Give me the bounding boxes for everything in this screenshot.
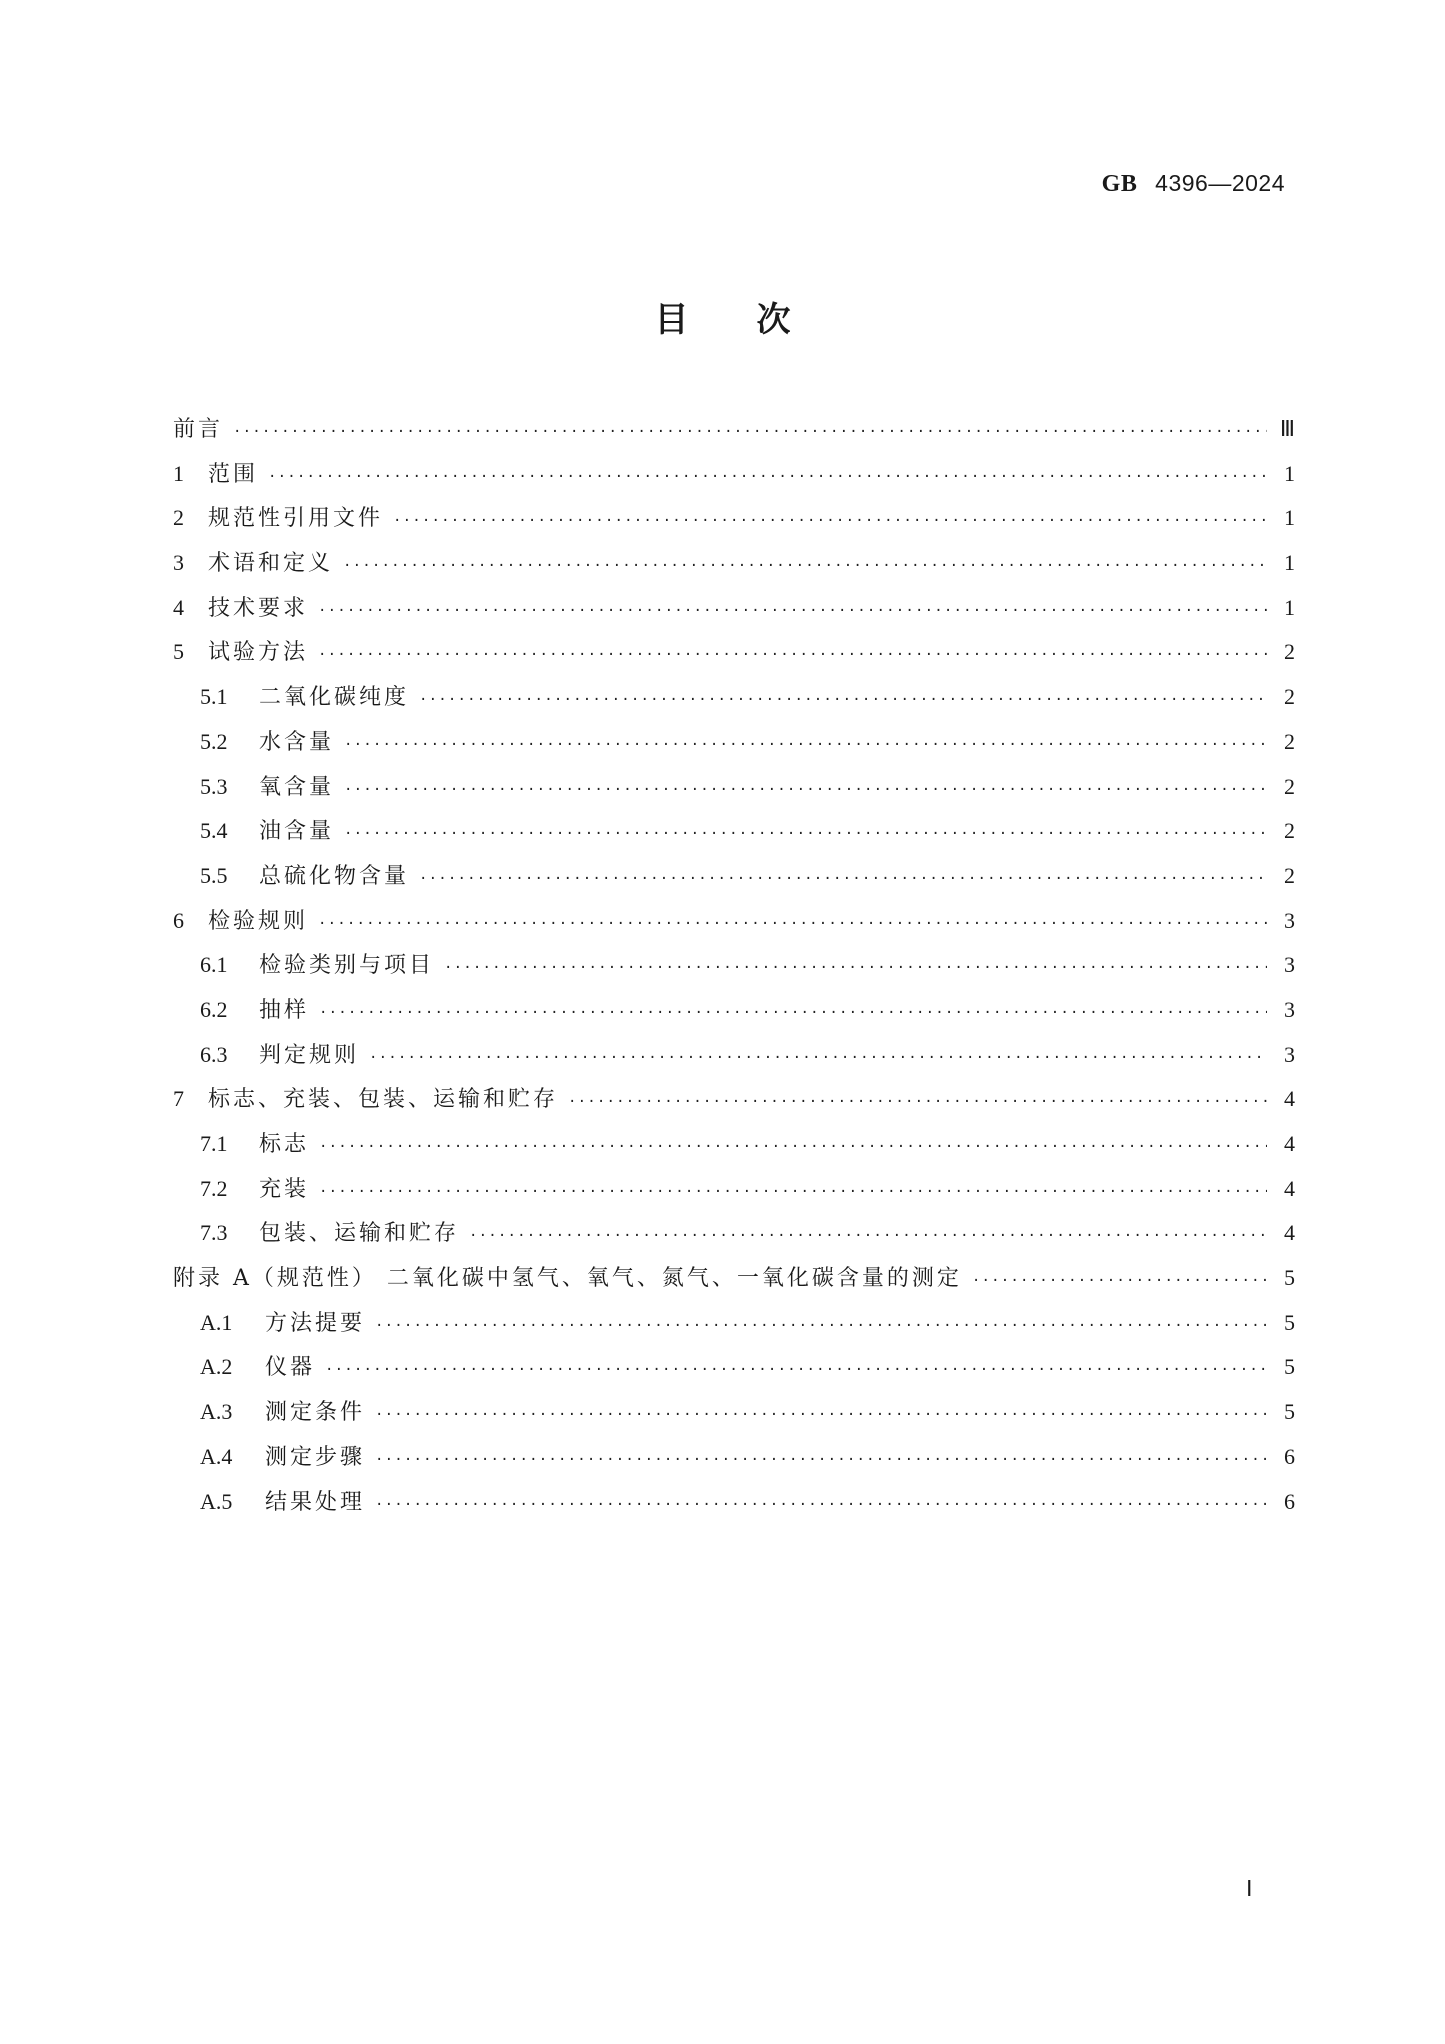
toc-entry-label: 技术要求 xyxy=(208,595,309,621)
toc-entry[interactable] xyxy=(173,993,1295,1038)
standard-prefix: GB xyxy=(1101,171,1138,197)
page-number: Ⅰ xyxy=(1246,1876,1253,1901)
toc-entry[interactable] xyxy=(173,1038,1295,1083)
toc-entry[interactable] xyxy=(173,1440,1295,1485)
dot-leader xyxy=(318,916,1267,932)
toc-entry[interactable] xyxy=(173,412,1295,457)
dot-leader xyxy=(375,1452,1267,1468)
toc-entry-label: 氧含量 xyxy=(259,774,335,800)
toc-entry[interactable] xyxy=(173,859,1295,904)
dot-leader xyxy=(419,692,1267,708)
toc-entry-number: 6 xyxy=(173,907,184,933)
toc-entry-number: 6.3 xyxy=(200,1041,228,1067)
toc-entry[interactable] xyxy=(173,680,1295,725)
toc-entry-number: A.5 xyxy=(200,1488,233,1514)
toc-entry-label: 测定条件 xyxy=(265,1400,366,1426)
toc-entry[interactable] xyxy=(173,725,1295,770)
dot-leader xyxy=(319,1139,1267,1155)
dot-leader xyxy=(344,782,1267,798)
toc-entry-label: 规范性引用文件 xyxy=(208,506,384,532)
toc-entry-number: 5.4 xyxy=(200,818,228,844)
toc-entry-label: 前言 xyxy=(173,417,224,442)
toc-entry[interactable] xyxy=(173,457,1295,502)
table-of-contents xyxy=(173,412,1295,1529)
toc-entry-number: 5.3 xyxy=(200,773,228,799)
toc-entry-page: Ⅲ xyxy=(1279,416,1295,441)
toc-entry-number: 4 xyxy=(173,594,184,620)
toc-entry[interactable] xyxy=(173,1216,1295,1261)
toc-entry[interactable] xyxy=(173,948,1295,993)
dot-leader xyxy=(318,647,1267,663)
toc-entry-number: A.3 xyxy=(200,1399,233,1425)
toc-entry-number: 5.1 xyxy=(200,684,228,710)
toc-entry-label: 检验类别与项目 xyxy=(259,953,435,979)
toc-entry-page: 2 xyxy=(1284,862,1295,888)
toc-entry-label: 水含量 xyxy=(259,729,335,755)
toc-entry[interactable] xyxy=(173,546,1295,591)
toc-entry-page: 1 xyxy=(1284,550,1295,576)
toc-entry-number: 7.3 xyxy=(200,1220,228,1246)
toc-entry[interactable] xyxy=(173,1485,1295,1530)
dot-leader xyxy=(375,1497,1267,1513)
toc-entry-page: 5 xyxy=(1284,1309,1295,1335)
dot-leader xyxy=(319,1005,1267,1021)
dot-leader xyxy=(319,1184,1267,1200)
toc-entry-page: 3 xyxy=(1284,952,1295,978)
toc-entry-label: 二氧化碳纯度 xyxy=(259,685,410,711)
toc-entry-page: 6 xyxy=(1284,1488,1295,1514)
toc-entry-label: 方法提要 xyxy=(265,1310,366,1336)
dot-leader xyxy=(318,603,1267,619)
dot-leader xyxy=(469,1228,1267,1244)
toc-entry[interactable] xyxy=(173,1172,1295,1217)
toc-entry[interactable] xyxy=(173,904,1295,949)
toc-entry-page: 6 xyxy=(1284,1443,1295,1469)
toc-entry-page: 4 xyxy=(1284,1175,1295,1201)
toc-entry-number: 6.1 xyxy=(200,952,228,978)
toc-entry-page: 1 xyxy=(1284,505,1295,531)
toc-entry-label: 试验方法 xyxy=(208,640,309,666)
toc-entry-label: 判定规则 xyxy=(259,1042,360,1068)
toc-entry-number: 7 xyxy=(173,1086,184,1112)
toc-entry-page: 2 xyxy=(1284,639,1295,665)
dot-leader xyxy=(972,1273,1267,1289)
toc-entry-page: 2 xyxy=(1284,773,1295,799)
toc-entry-page: 4 xyxy=(1284,1131,1295,1156)
toc-entry-page: 5 xyxy=(1284,1399,1295,1425)
dot-leader xyxy=(344,826,1267,842)
toc-entry-label: 结果处理 xyxy=(265,1489,366,1515)
toc-entry-page: 4 xyxy=(1284,1086,1295,1112)
toc-entry-number: 5 xyxy=(173,639,184,665)
dot-leader xyxy=(343,558,1267,574)
toc-entry-label: 标志 xyxy=(259,1132,310,1157)
toc-entry[interactable] xyxy=(173,814,1295,859)
dot-leader xyxy=(568,1094,1267,1110)
toc-entry-page: 3 xyxy=(1284,996,1295,1022)
standard-code xyxy=(1102,170,1285,198)
toc-entry-page: 2 xyxy=(1284,818,1295,844)
toc-entry-label: 检验规则 xyxy=(208,908,309,934)
dot-leader xyxy=(268,469,1267,485)
toc-entry[interactable] xyxy=(173,1082,1295,1127)
toc-entry[interactable] xyxy=(173,770,1295,815)
toc-entry[interactable] xyxy=(173,1127,1295,1172)
dot-leader xyxy=(369,1050,1267,1066)
toc-entry-label: 术语和定义 xyxy=(208,551,334,577)
toc-entry-number: A.1 xyxy=(200,1309,233,1335)
toc-entry-number: 7.2 xyxy=(200,1175,228,1201)
toc-entry[interactable] xyxy=(173,1261,1295,1306)
dot-leader xyxy=(375,1318,1267,1334)
toc-entry-number: A.2 xyxy=(200,1354,233,1380)
toc-entry-page: 3 xyxy=(1284,907,1295,933)
dot-leader xyxy=(419,871,1267,887)
toc-entry-page: 1 xyxy=(1284,460,1295,486)
page-title: 目次 xyxy=(654,300,859,340)
toc-entry-label: 包装、运输和贮存 xyxy=(259,1221,460,1247)
dot-leader xyxy=(393,513,1267,529)
toc-entry-page: 3 xyxy=(1284,1041,1295,1067)
toc-entry-number: 2 xyxy=(173,505,184,531)
toc-entry-number: 5.2 xyxy=(200,728,228,754)
toc-entry-number: 7.1 xyxy=(200,1131,228,1156)
toc-entry-label: 范围 xyxy=(208,461,259,487)
toc-entry-page: 5 xyxy=(1284,1354,1295,1380)
toc-entry-number: 6.2 xyxy=(200,996,228,1022)
toc-entry-label: 附录 A（规范性） 二氧化碳中氢气、氧气、氮气、一氧化碳含量的测定 xyxy=(173,1266,962,1292)
toc-entry-number: 5.5 xyxy=(200,862,228,888)
dot-leader xyxy=(344,737,1267,753)
dot-leader xyxy=(444,960,1267,976)
toc-entry[interactable] xyxy=(173,591,1295,636)
toc-entry-label: 测定步骤 xyxy=(265,1444,366,1470)
toc-entry-label: 仪器 xyxy=(265,1355,316,1381)
toc-entry-page: 5 xyxy=(1284,1265,1295,1291)
dot-leader xyxy=(233,424,1267,440)
toc-entry[interactable] xyxy=(173,1350,1295,1395)
toc-entry-label: 抽样 xyxy=(259,997,310,1023)
toc-entry[interactable] xyxy=(173,1306,1295,1351)
toc-entry-page: 2 xyxy=(1284,684,1295,710)
standard-number: 4396—2024 xyxy=(1155,170,1285,196)
toc-entry-page: 2 xyxy=(1284,728,1295,754)
toc-entry-label: 油含量 xyxy=(259,819,335,845)
toc-entry-label: 充装 xyxy=(259,1176,310,1202)
toc-entry-number: A.4 xyxy=(200,1443,233,1469)
toc-entry-label: 总硫化物含量 xyxy=(259,863,410,889)
dot-leader xyxy=(375,1407,1267,1423)
toc-entry-number: 1 xyxy=(173,460,184,486)
toc-entry-label: 标志、充装、包装、运输和贮存 xyxy=(208,1087,559,1113)
toc-entry-page: 1 xyxy=(1284,594,1295,620)
toc-entry-page: 4 xyxy=(1284,1220,1295,1246)
dot-leader xyxy=(325,1362,1267,1378)
toc-entry[interactable] xyxy=(173,1395,1295,1440)
toc-entry-number: 3 xyxy=(173,550,184,576)
toc-entry[interactable] xyxy=(173,635,1295,680)
toc-entry[interactable] xyxy=(173,501,1295,546)
